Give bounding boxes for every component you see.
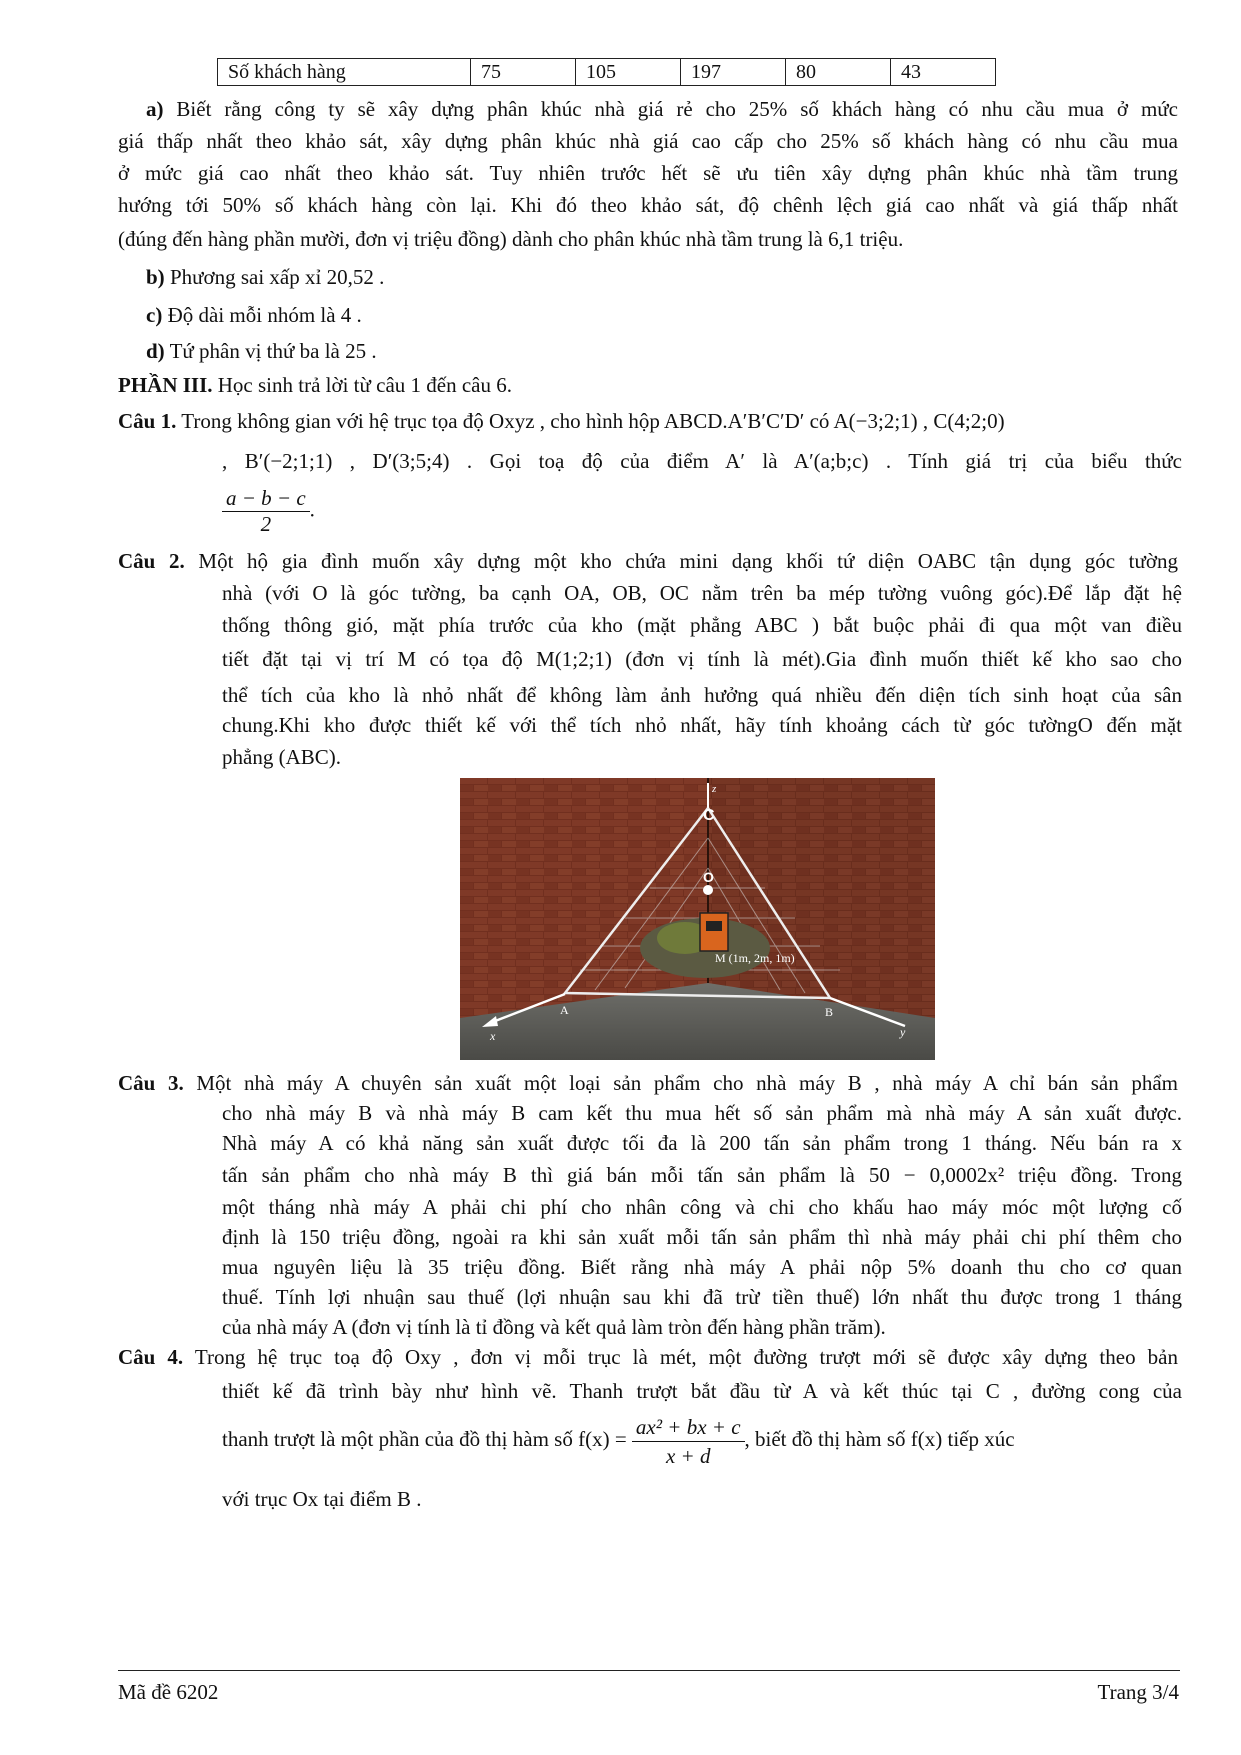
axis-y-label: y — [900, 1025, 906, 1039]
q-a-line-5: (đúng đến hàng phần mười, đơn vị triệu đồng) dành cho phân khúc nhà tầm trung là 6,1 triệu. — [118, 227, 904, 251]
q-d: d) Tứ phân vị thứ ba là 25 . — [146, 339, 377, 363]
question-2-line-3: thống thông gió, mặt phía trước của kho (mặt phẳng ABC ) bắt buộc phải đi qua một van điều — [222, 613, 1182, 637]
q-a-line-1: a) Biết rằng công ty sẽ xây dựng phân khúc nhà giá rẻ cho 25% số khách hàng có nhu cầu mua ở mức — [146, 97, 1178, 121]
question-1-line-1: Câu 1. Trong không gian với hệ trục tọa độ Oxyz , cho hình hộp ABCD.A′B′C′D′ có A(−3;2;1) , C(4;2;0) — [118, 409, 1005, 433]
point-m-label: M (1m, 2m, 1m) — [715, 951, 795, 965]
question-1-line-2: , B′(−2;1;1) , D′(3;5;4) . Gọi toạ độ của điểm A′ là A′(a;b;c) . Tính giá trị của biểu thức — [222, 449, 1182, 473]
axis-z-label: z — [712, 783, 717, 795]
question-1-fraction: $\frac{a - b - c}{2}$ . — [222, 486, 315, 537]
q-c: c) Độ dài mỗi nhóm là 4 . — [146, 303, 362, 327]
table-row-label: Số khách hàng — [218, 59, 471, 86]
table-cell: 43 — [891, 59, 996, 86]
question-4-line-1: Câu 4. Trong hệ trục toạ độ Oxy , đơn vị mỗi trục là mét, một đường trượt mới sẽ được xây dựng theo bản — [118, 1345, 1178, 1369]
question-3-line-7: mua nguyên liệu là 35 triệu đồng. Biết rằng nhà máy A phải nộp 5% doanh thu cho cơ quan — [222, 1255, 1182, 1279]
table-cell: 105 — [576, 59, 681, 86]
question-3-line-6: định là 150 triệu đồng, ngoài ra khi sản xuất mỗi tấn sản phẩm thì nhà máy phải chi phí thêm cho — [222, 1225, 1182, 1249]
frequency-table — [217, 58, 996, 86]
point-b-label: B — [825, 1005, 834, 1019]
q-a-tag: a) — [146, 97, 164, 121]
point-o-label: O — [703, 869, 714, 885]
question-3-line-5: một tháng nhà máy A phải chi phí cho nhân công và chi cho khấu hao máy móc một lượng cố — [222, 1195, 1182, 1219]
exam-code: Mã đề 6202 — [118, 1680, 219, 1704]
question-3-line-4: tấn sản phẩm cho nhà máy B thì giá bán mỗi tấn sản phẩm là 50 − 0,0002x² triệu đồng. Trong — [222, 1163, 1182, 1187]
question-4-line-4: với trục Ox tại điểm B . — [222, 1487, 422, 1511]
storage-corner-figure — [460, 778, 935, 1060]
table-cell: 197 — [681, 59, 786, 86]
question-2-line-5: thể tích của kho là nhỏ nhất để không làm ảnh hưởng quá nhiều đến diện tích sinh hoạt của sân — [222, 683, 1182, 707]
q-b: b) Phương sai xấp xỉ 20,52 . — [146, 265, 385, 289]
point-c-label: C — [703, 807, 715, 824]
question-2-line-7: phẳng (ABC). — [222, 745, 341, 769]
page-number: Trang 3/4 — [1097, 1680, 1179, 1704]
part-3-heading: PHẦN III. Học sinh trả lời từ câu 1 đến câu 6. — [118, 373, 513, 397]
question-3-line-2: cho nhà máy B và nhà máy B cam kết thu mua hết số sản phẩm mà nhà máy A sản xuất được. — [222, 1101, 1182, 1125]
question-3-line-8: thuế. Tính lợi nhuận sau thuế (lợi nhuận sau khi đã trừ tiền thuế) lớn nhất thu được trong 1 tháng — [222, 1285, 1182, 1309]
question-4-line-2: thiết kế đã trình bày như hình vẽ. Thanh trượt bắt đầu từ A và kết thúc tại C , đường cong của — [222, 1379, 1182, 1403]
question-3-line-1: Câu 3. Một nhà máy A chuyên sản xuất một loại sản phẩm cho nhà máy B , nhà máy A chỉ bán sản phẩm — [118, 1071, 1178, 1095]
point-a-label: A — [560, 1003, 569, 1017]
q-a-line-4: hướng tới 50% số khách hàng còn lại. Khi đó theo khảo sát, độ chênh lệch giá cao nhất và giá thấp nhất — [118, 193, 1178, 217]
footer-rule — [118, 1670, 1180, 1671]
question-2-line-1: Câu 2. Một hộ gia đình muốn xây dựng một kho chứa mini dạng khối tứ diện OABC tận dụng góc tường — [118, 549, 1179, 573]
question-2-line-4: tiết đặt tại vị trí M có tọa độ M(1;2;1) (đơn vị tính là mét).Gia đình muốn thiết kế kho sao cho — [222, 647, 1182, 671]
q-a-line-3: ở mức giá cao nhất theo khảo sát. Tuy nhiên trước hết sẽ ưu tiên xây dựng phân khúc nhà tầm trung — [118, 161, 1178, 185]
table-cell: 80 — [786, 59, 891, 86]
vent-box — [700, 913, 728, 951]
question-2-line-6: chung.Khi kho được thiết kế với thể tích nhỏ nhất, hãy tính khoảng cách từ góc tườngO đến mặt — [222, 713, 1182, 737]
question-4-line-3: thanh trượt là một phần của đồ thị hàm số f(x) = $\frac{\text{ax² + bx + c}}{x + d}$ , biết đồ thị hàm số f(x) tiếp xúc — [222, 1414, 1015, 1468]
table-row — [218, 59, 996, 86]
table-cell: 75 — [471, 59, 576, 86]
question-3-line-3: Nhà máy A có khả năng sản xuất được tối đa là 200 tấn sản phẩm trong 1 tháng. Nếu bán ra x — [222, 1131, 1182, 1155]
q-a-line-2: giá thấp nhất theo khảo sát, xây dựng phân khúc nhà giá cao cấp cho 25% số khách hàng có nhu cầu mua — [118, 129, 1178, 153]
question-3-line-9: của nhà máy A (đơn vị tính là tỉ đồng và kết quả làm tròn đến hàng phần trăm). — [222, 1315, 886, 1339]
question-2-line-2: nhà (với O là góc tường, ba cạnh OA, OB, OC nằm trên ba mép tường vuông góc).Để lắp đặt hệ — [222, 581, 1182, 605]
axis-x-label: x — [490, 1029, 496, 1043]
